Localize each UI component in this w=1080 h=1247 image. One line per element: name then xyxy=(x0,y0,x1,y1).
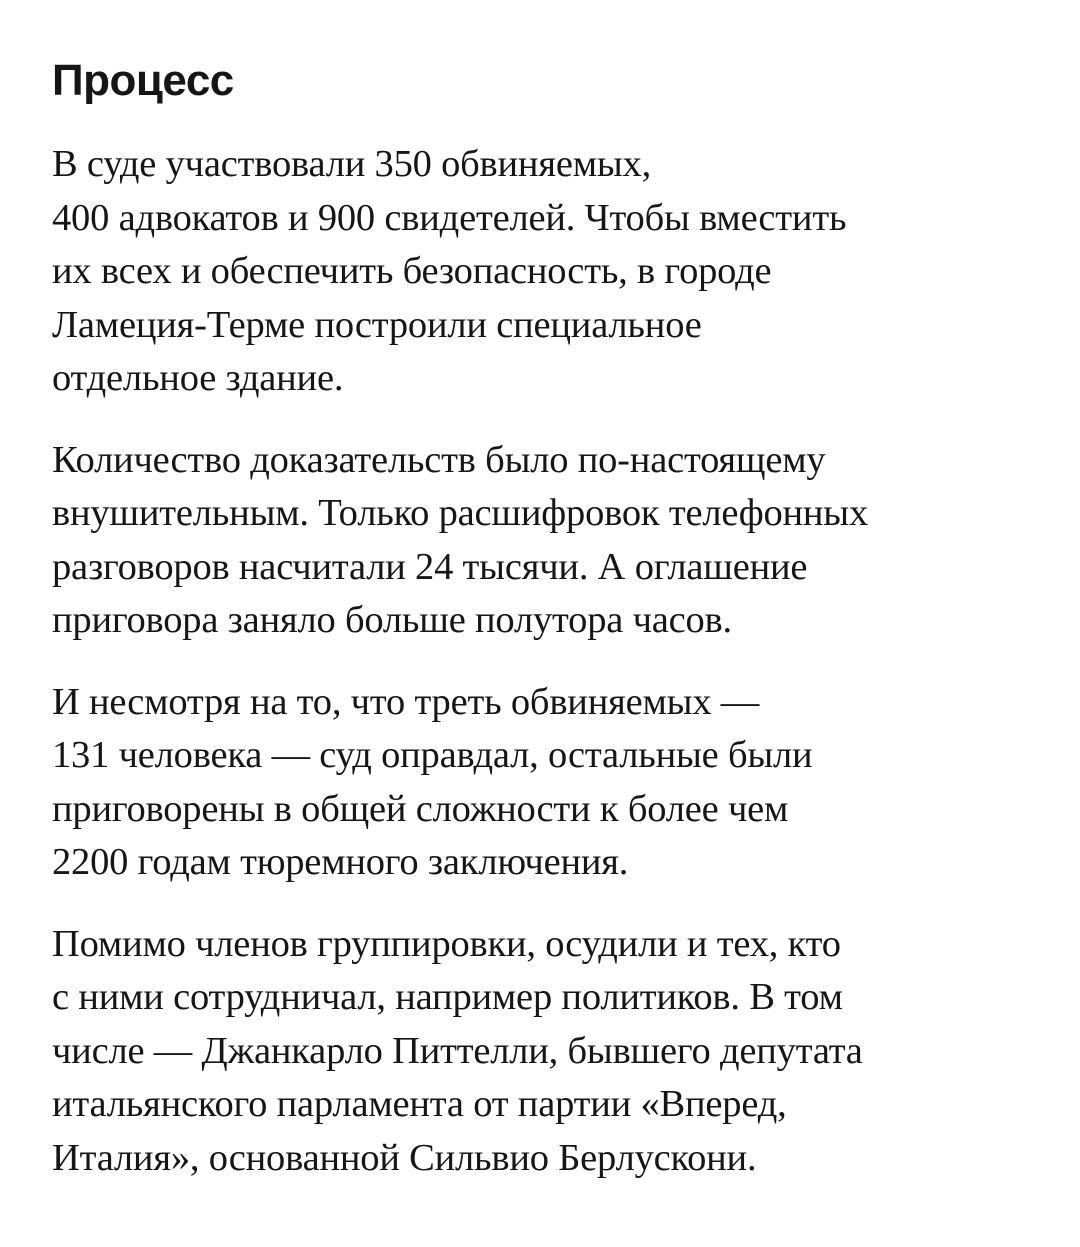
paragraph-trial-scale: В суде участвовали 350 обвиняемых, 400 адвокатов и 900 свидетелей. Чтобы вместить их всех и обеспечить безопасность, в городе Ламеция-Терме построили специальное отдельное здание. xyxy=(52,143,847,399)
paragraph-politicians: Помимо членов группировки, осудили и тех, кто с ними сотрудничал, например политиков. В том числе — Джанкарло Питтелли, бывшего депутата итальянского парламента от партии «Вперед, Италия», основанной Сильвио Берлускони. xyxy=(52,922,863,1179)
section-heading: Процесс xyxy=(52,56,234,105)
article-body xyxy=(52,52,1042,1213)
paragraph-evidence: Количество доказательств было по-настоящему внушительным. Только расшифровок телефонных разговоров насчитали 24 тысячи. А оглашение приговора заняло больше полутора часов. xyxy=(52,438,869,641)
paragraph-verdict: И несмотря на то, что треть обвиняемых — 131 человека — суд оправдал, остальные были приговорены в общей сложности к более чем 2200 годам тюремного заключения. xyxy=(52,680,813,883)
